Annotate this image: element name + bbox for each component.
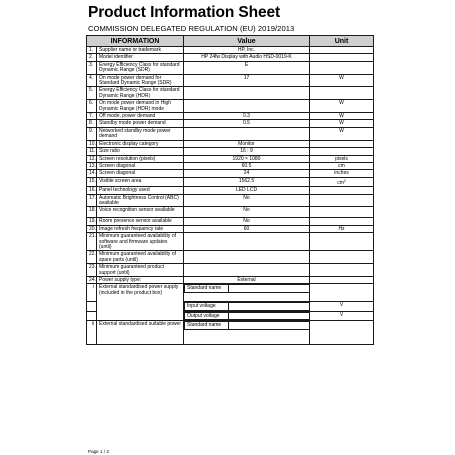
row-unit: pixels bbox=[310, 155, 374, 162]
table-row bbox=[87, 187, 374, 194]
row-label: Networked standby mode power demand bbox=[97, 127, 184, 140]
row-label: External standardised suitable power bbox=[97, 321, 184, 345]
row-number: 14. bbox=[87, 170, 97, 177]
output-voltage-label: Output voltage bbox=[185, 312, 229, 319]
row-value: 24 bbox=[184, 170, 310, 177]
standard-name-value bbox=[229, 322, 310, 329]
row-number: 10. bbox=[87, 140, 97, 147]
regulation-subtitle: COMMISSION DELEGATED REGULATION (EU) 2019/2013 bbox=[88, 24, 295, 33]
row-unit bbox=[310, 87, 374, 100]
row-unit: W bbox=[310, 127, 374, 140]
row-unit bbox=[310, 277, 374, 284]
row-value bbox=[184, 264, 310, 277]
row-value: No bbox=[184, 194, 310, 207]
row-label: Energy Efficiency Class for standard Dynamic Range (HDR) bbox=[97, 87, 184, 100]
standard-name-label: Standard name bbox=[185, 322, 229, 329]
row-label: Power supply type: bbox=[97, 277, 184, 284]
row-number bbox=[87, 311, 97, 320]
table-row bbox=[87, 155, 374, 162]
row-value: LED LCD bbox=[184, 187, 310, 194]
input-voltage-cell bbox=[184, 302, 310, 311]
table-row bbox=[87, 233, 374, 251]
table-row bbox=[87, 74, 374, 87]
row-value: 0.3 bbox=[184, 113, 310, 120]
row-unit: W bbox=[310, 120, 374, 127]
table-row bbox=[87, 47, 374, 54]
row-value bbox=[184, 127, 310, 140]
row-unit: Hz bbox=[310, 225, 374, 232]
row-label: Model identifier bbox=[97, 54, 184, 61]
row-unit bbox=[310, 47, 374, 54]
standard-name-cell bbox=[184, 284, 310, 302]
table-row bbox=[87, 225, 374, 232]
row-label: Visible screen area bbox=[97, 177, 184, 186]
row-number: 22. bbox=[87, 251, 97, 264]
row-number: 18. bbox=[87, 207, 97, 218]
row-unit bbox=[310, 233, 374, 251]
row-value: HP 24fw Display with Audio HSD-0019-K bbox=[184, 54, 310, 61]
row-value bbox=[184, 251, 310, 264]
input-voltage-value bbox=[229, 303, 310, 310]
row-value: 60 bbox=[184, 225, 310, 232]
table-row bbox=[87, 140, 374, 147]
row-number: 5. bbox=[87, 87, 97, 100]
row-number: 20. bbox=[87, 225, 97, 232]
row-number: 9. bbox=[87, 127, 97, 140]
power-supply-row-ii bbox=[87, 321, 374, 345]
row-value: No bbox=[184, 218, 310, 225]
row-label: External standardised power supply (included in the product box) bbox=[97, 284, 184, 321]
header-value: Value bbox=[184, 36, 310, 47]
row-number: 12. bbox=[87, 155, 97, 162]
row-number: 1. bbox=[87, 47, 97, 54]
row-label: Off mode, power demand bbox=[97, 113, 184, 120]
row-unit bbox=[310, 187, 374, 194]
row-unit bbox=[310, 207, 374, 218]
row-value: HP, Inc. bbox=[184, 47, 310, 54]
row-label: On mode power demand in High Dynamic Range (HDR) mode bbox=[97, 100, 184, 113]
row-value bbox=[184, 233, 310, 251]
input-voltage-unit: V bbox=[310, 302, 374, 311]
table-row bbox=[87, 162, 374, 169]
row-label: Voice recognition sensor available bbox=[97, 207, 184, 218]
row-label: On mode power demand for Standard Dynamic Range (SDR) bbox=[97, 74, 184, 87]
row-unit: inches bbox=[310, 170, 374, 177]
row-label: Size ratio bbox=[97, 148, 184, 155]
row-value: 1562.5 bbox=[184, 177, 310, 186]
row-unit: W bbox=[310, 113, 374, 120]
row-number: 15. bbox=[87, 177, 97, 186]
row-label: Panel technology used bbox=[97, 187, 184, 194]
row-value: Monitor bbox=[184, 140, 310, 147]
row-label: Screen resolution (pixels) bbox=[97, 155, 184, 162]
page-footer: Page 1 / 2 bbox=[88, 449, 109, 454]
row-unit bbox=[310, 54, 374, 61]
row-label: Room presence sensor available bbox=[97, 218, 184, 225]
standard-name-label: Standard name bbox=[185, 285, 229, 292]
row-value: External bbox=[184, 277, 310, 284]
table-header-row bbox=[87, 36, 374, 47]
row-number: 13. bbox=[87, 162, 97, 169]
row-value: 60.5 bbox=[184, 162, 310, 169]
row-number bbox=[87, 302, 97, 311]
row-label: Image refresh frequency rate bbox=[97, 225, 184, 232]
row-label: Electronic display category bbox=[97, 140, 184, 147]
input-voltage-label: Input voltage bbox=[185, 303, 229, 310]
standard-name-value bbox=[229, 285, 310, 292]
row-number: 8. bbox=[87, 120, 97, 127]
header-unit: Unit bbox=[310, 36, 374, 47]
row-label: Standby mode power demand bbox=[97, 120, 184, 127]
output-voltage-value bbox=[229, 312, 310, 319]
unit-superscript: 2 bbox=[343, 178, 346, 183]
output-voltage-cell bbox=[184, 311, 310, 320]
row-unit bbox=[310, 194, 374, 207]
row-unit bbox=[310, 321, 374, 345]
row-number: 23. bbox=[87, 264, 97, 277]
row-label: Minimum guaranteed availability of spare parts (until) bbox=[97, 251, 184, 264]
row-number: i bbox=[87, 284, 97, 302]
table-row bbox=[87, 120, 374, 127]
row-unit bbox=[310, 264, 374, 277]
row-unit: W bbox=[310, 100, 374, 113]
row-value: 16 : 9 bbox=[184, 148, 310, 155]
row-label: Supplier name or trademark bbox=[97, 47, 184, 54]
table-row bbox=[87, 277, 374, 284]
row-number: 6. bbox=[87, 100, 97, 113]
row-label: Energy Efficiency Class for standard Dynamic Range (SDR) bbox=[97, 61, 184, 74]
row-number: ii bbox=[87, 321, 97, 345]
row-label: Screen diagonal bbox=[97, 170, 184, 177]
table-row bbox=[87, 113, 374, 120]
table-row bbox=[87, 177, 374, 186]
row-label: Minimum guaranteed availability of software and firmware updates (until) bbox=[97, 233, 184, 251]
table-row bbox=[87, 127, 374, 140]
row-number: 17. bbox=[87, 194, 97, 207]
row-number: 3. bbox=[87, 61, 97, 74]
table-row bbox=[87, 218, 374, 225]
row-label: Screen diagonal bbox=[97, 162, 184, 169]
row-unit bbox=[310, 61, 374, 74]
table-row bbox=[87, 54, 374, 61]
table-row bbox=[87, 61, 374, 74]
row-number: 11. bbox=[87, 148, 97, 155]
row-number: 7. bbox=[87, 113, 97, 120]
table-row bbox=[87, 251, 374, 264]
table-row bbox=[87, 148, 374, 155]
row-value: 1920 × 1080 bbox=[184, 155, 310, 162]
table-row bbox=[87, 207, 374, 218]
row-unit bbox=[310, 140, 374, 147]
row-number: 2. bbox=[87, 54, 97, 61]
row-value: E bbox=[184, 61, 310, 74]
row-value: No bbox=[184, 207, 310, 218]
output-voltage-unit: V bbox=[310, 311, 374, 320]
row-label: Minimum guaranteed product support (until) bbox=[97, 264, 184, 277]
table-row bbox=[87, 100, 374, 113]
row-unit bbox=[310, 218, 374, 225]
table-row bbox=[87, 264, 374, 277]
row-value bbox=[184, 100, 310, 113]
row-value: 17 bbox=[184, 74, 310, 87]
row-unit bbox=[310, 284, 374, 302]
page-title: Product Information Sheet bbox=[88, 4, 281, 21]
row-number: 24. bbox=[87, 277, 97, 284]
row-value: 0.5 bbox=[184, 120, 310, 127]
row-number: 19. bbox=[87, 218, 97, 225]
standard-name-cell bbox=[184, 321, 310, 345]
row-value bbox=[184, 87, 310, 100]
row-unit: W bbox=[310, 74, 374, 87]
table-row bbox=[87, 170, 374, 177]
row-number: 4. bbox=[87, 74, 97, 87]
row-number: 21. bbox=[87, 233, 97, 251]
table-row bbox=[87, 194, 374, 207]
row-unit: $cm^2$ bbox=[310, 177, 374, 186]
product-info-table bbox=[86, 35, 374, 345]
row-number: 16. bbox=[87, 187, 97, 194]
row-label: Automatic Brightness Control (ABC) available bbox=[97, 194, 184, 207]
row-unit bbox=[310, 148, 374, 155]
power-supply-row-i bbox=[87, 284, 374, 302]
row-unit bbox=[310, 251, 374, 264]
row-unit: cm bbox=[310, 162, 374, 169]
header-information: INFORMATION bbox=[87, 36, 184, 47]
table-row bbox=[87, 87, 374, 100]
